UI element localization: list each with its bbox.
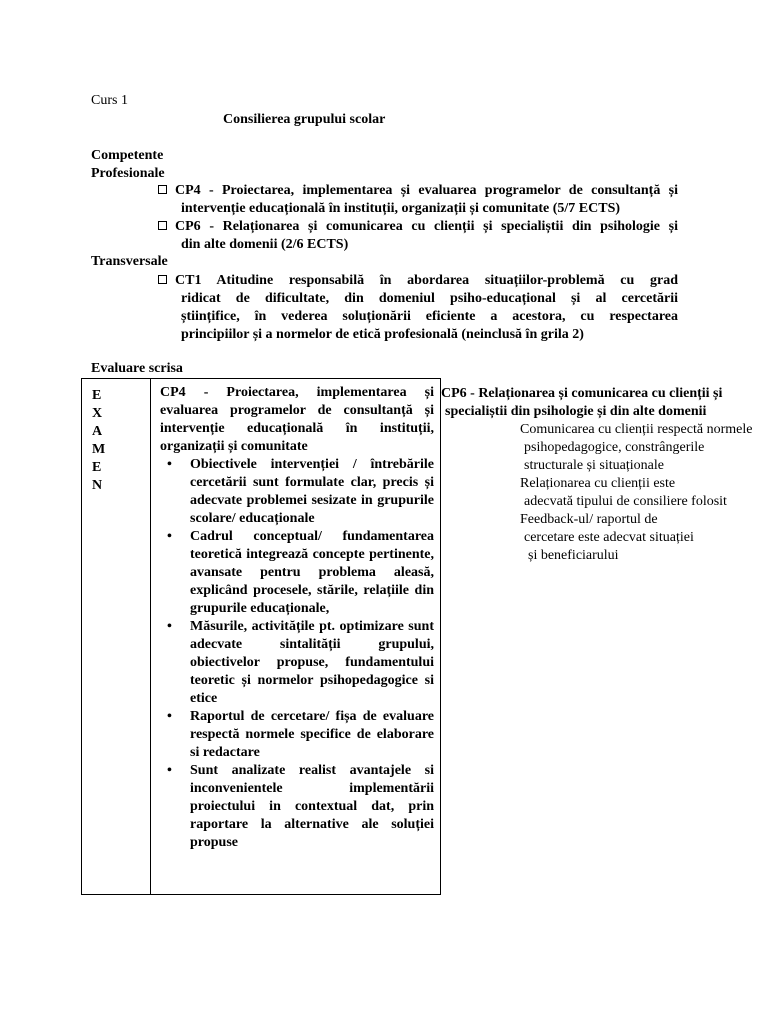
list-item (520, 475, 768, 511)
transversal-heading: Transversale (91, 254, 168, 269)
cp6-text-line1: - Relaționarea și comunicarea cu clienții și specialiștii din psihologie și (209, 219, 678, 234)
cp4-text-line2: intervenție educațională în instituții, organizații și comunitate (5/7 ECTS) (181, 201, 621, 216)
checkbox-icon (158, 275, 167, 284)
cp4-competency (158, 182, 678, 218)
ct1-competency (158, 272, 678, 344)
checkbox-icon (158, 185, 167, 194)
cp4-evaluation-cell (160, 384, 434, 852)
cp6-bullet-line: și beneficiarului (528, 548, 619, 563)
list-item (520, 421, 768, 475)
cp6-text-line2: din alte domenii (2/6 ECTS) (181, 237, 349, 252)
competencies-heading (91, 147, 165, 183)
exam-letter: E (92, 388, 102, 403)
exam-letter: M (92, 442, 106, 457)
cp4-code: CP4 (175, 183, 201, 198)
ct1-text-line2: ridicat de dificultate, din domeniul psiho-educațional și al cercetării (181, 291, 678, 306)
exam-letter: A (92, 424, 103, 439)
cp4-text-line1: - Proiectarea, implementarea și evaluarea programelor de consultanță și (209, 183, 679, 198)
cp6-eval-title-line2: specialiștii din psihologie și din alte domenii (445, 404, 707, 419)
cp6-eval-title (441, 385, 722, 421)
list-item: • Obiectivele intervenției / întrebările cercetării sunt formulate clar, precis și adecvate problemei sesizate in grupurile scolare/ educaționale (160, 456, 434, 528)
cp6-competency (158, 218, 678, 254)
evaluation-heading: Evaluare scrisa (91, 361, 183, 376)
cp6-eval-title-line1: CP6 - Relaționarea și comunicarea cu clienții și (441, 386, 723, 401)
cp4-criteria-list (160, 456, 434, 852)
exam-letters (92, 387, 105, 495)
course-label: Curs 1 (91, 93, 128, 108)
exam-letter: X (92, 406, 103, 421)
cp6-bullet-line: adecvată tipului de consiliere folosit (524, 494, 727, 509)
competencies-heading-line1: Competente (91, 148, 164, 163)
ct1-text-line1: Atitudine responsabilă în abordarea situațiilor-problemă cu grad (216, 273, 679, 288)
checkbox-icon (158, 221, 167, 230)
ct1-text-line3: științifice, în vederea soluționării eficiente a acestora, cu respectarea (181, 309, 678, 324)
cp6-criteria-list-wrapper (520, 421, 768, 565)
cp4-eval-title-line: evaluarea programelor de consultanță și (160, 403, 434, 418)
cp4-eval-title-line: intervenție educațională în instituții, (160, 421, 434, 436)
cp4-eval-title-line: CP4 - Proiectarea, implementarea și (160, 385, 434, 400)
list-item (520, 511, 768, 565)
ct1-text-line4: principiilor și a normelor de etică profesională (neinclusă în grila 2) (181, 327, 584, 342)
exam-table (81, 378, 441, 895)
cp6-code: CP6 (175, 219, 201, 234)
cp6-line-1 (158, 218, 678, 236)
list-item: • Raportul de cercetare/ fișa de evaluare respectă normele specifice de elaborare si redactare (160, 708, 434, 762)
table-divider (150, 379, 151, 894)
cp6-bullet-line: cercetare este adecvat situației (524, 530, 694, 545)
cp6-bullet-line: • Relaționarea cu clienții este (520, 476, 676, 491)
cp6-criteria-list (520, 421, 768, 565)
ct1-line-1 (158, 272, 678, 290)
competencies-heading-line2: Profesionale (91, 166, 165, 181)
exam-letter: E (92, 460, 102, 475)
exam-letter: N (92, 478, 103, 493)
cp4-eval-title-line: organizații și comunitate (160, 439, 308, 454)
ct1-code: CT1 (175, 273, 202, 288)
list-item: • Sunt analizate realist avantajele si inconvenientele implementării proiectului in contextual dat, prin raportare la alternative ale soluției propuse (160, 762, 434, 852)
list-item: • Măsurile, activitățile pt. optimizare sunt adecvate sintalității grupului, obiectivelor propuse, fundamentului teoretic și normelor psihopedagogice si etice (160, 618, 434, 708)
page-title: Consilierea grupului scolar (223, 112, 386, 127)
cp6-bullet-line: structurale și situaționale (524, 458, 664, 473)
cp4-line-1 (158, 182, 678, 200)
cp6-bullet-line: • Feedback-ul/ raportul de (520, 512, 658, 527)
cp6-bullet-line: • Comunicarea cu clienții respectă normele (520, 422, 753, 437)
cp6-bullet-line: psihopedagogice, constrângerile (524, 440, 705, 455)
list-item: • Cadrul conceptual/ fundamentarea teoretică integrează concepte pertinente, avansate pentru problema aleasă, explicând procesele, stările, relațiile din grupurile educaționale, (160, 528, 434, 618)
